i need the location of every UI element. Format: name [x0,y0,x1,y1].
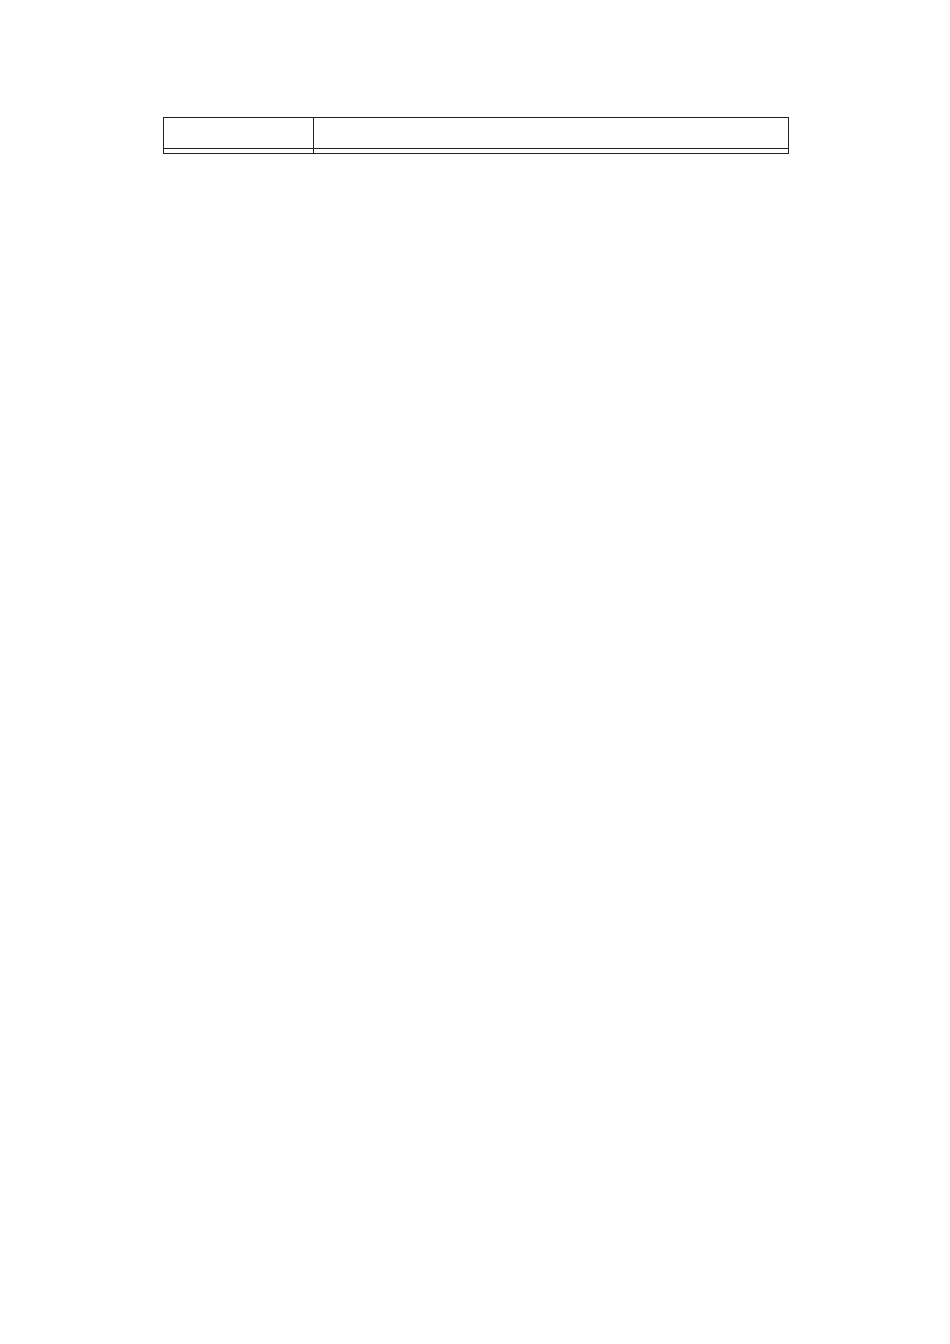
grade-description [314,149,789,154]
grading-table [163,117,789,154]
header-level [164,118,314,149]
document-page [145,113,809,154]
grade-level [164,149,314,154]
table-row [164,149,789,154]
table-header-row [164,118,789,149]
header-description [314,118,789,149]
